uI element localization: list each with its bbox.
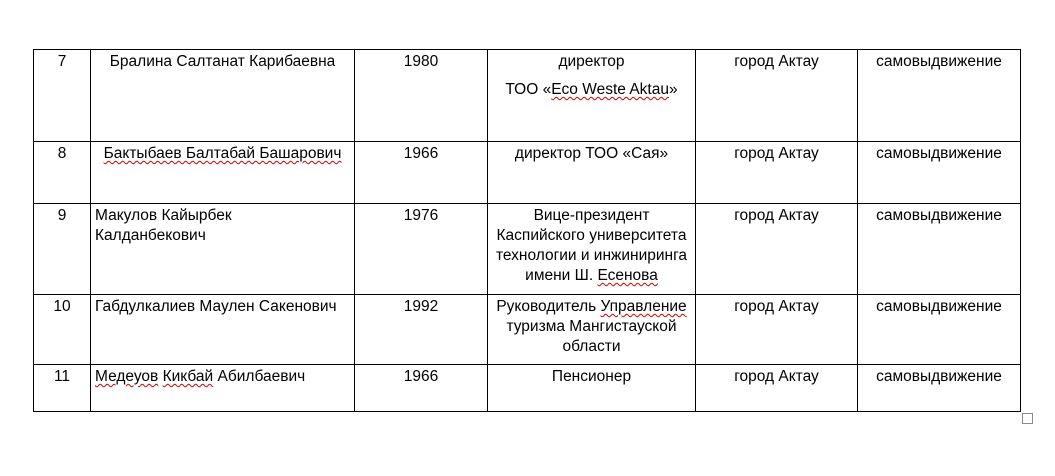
row-number: 10 <box>34 295 91 365</box>
birth-year: 1966 <box>355 365 488 412</box>
nomination-type: самовыдвижение <box>858 204 1021 295</box>
candidate-name: Бактыбаев Балтабай Башарович <box>103 145 342 162</box>
city: город Актау <box>696 365 858 412</box>
position-text: Вице-президент Каспийского университета технологии и инжиниринга имени Ш. <box>495 207 688 284</box>
position-text: » <box>668 81 678 98</box>
candidate-name-cell <box>91 204 355 295</box>
city: город Актау <box>696 50 858 142</box>
position-cell <box>488 295 696 365</box>
position-line: директор <box>558 53 625 70</box>
row-number: 7 <box>34 50 91 142</box>
position: директор ТОО «Сая» <box>488 142 696 204</box>
table-row <box>34 142 1021 204</box>
candidate-name: Габдулкалиев Маулен Сакенович <box>91 295 355 365</box>
candidate-name: Бралина Салтанат Карибаевна <box>91 50 355 142</box>
city: город Актау <box>696 204 858 295</box>
candidate-name-part: Кикбай <box>162 368 214 385</box>
birth-year: 1992 <box>355 295 488 365</box>
position-text: туризма Мангистауской области <box>506 318 677 355</box>
row-number: 9 <box>34 204 91 295</box>
position-line <box>492 80 691 100</box>
candidate-name-line: Макулов Кайырбек <box>95 207 232 224</box>
table-row <box>34 365 1021 412</box>
candidate-name-line: Калданбекович <box>95 227 206 244</box>
candidate-name-cell <box>91 365 355 412</box>
row-number: 11 <box>34 365 91 412</box>
nomination-type: самовыдвижение <box>858 365 1021 412</box>
candidates-table <box>33 49 1021 412</box>
spellcheck-underlined-text: Eco Weste Aktau <box>551 81 669 98</box>
row-number: 8 <box>34 142 91 204</box>
nomination-type: самовыдвижение <box>858 295 1021 365</box>
table-row <box>34 295 1021 365</box>
table-row <box>34 50 1021 142</box>
position-cell <box>488 204 696 295</box>
position-cell <box>488 50 696 142</box>
spellcheck-underlined-text: Управление <box>600 298 687 315</box>
table-row <box>34 204 1021 295</box>
position-text: Руководитель <box>496 298 601 315</box>
candidate-name-part: Абилбаевич <box>213 368 306 385</box>
birth-year: 1976 <box>355 204 488 295</box>
position: Пенсионер <box>488 365 696 412</box>
city: город Актау <box>696 295 858 365</box>
spellcheck-underlined-text: Есенова <box>597 267 658 284</box>
birth-year: 1980 <box>355 50 488 142</box>
position-text: ТОО « <box>505 81 552 98</box>
nomination-type: самовыдвижение <box>858 142 1021 204</box>
candidate-name-part: Медеуов <box>95 368 159 385</box>
table-resize-handle[interactable] <box>1022 413 1033 424</box>
city: город Актау <box>696 142 858 204</box>
nomination-type: самовыдвижение <box>858 50 1021 142</box>
candidate-name-cell <box>91 142 355 204</box>
birth-year: 1966 <box>355 142 488 204</box>
